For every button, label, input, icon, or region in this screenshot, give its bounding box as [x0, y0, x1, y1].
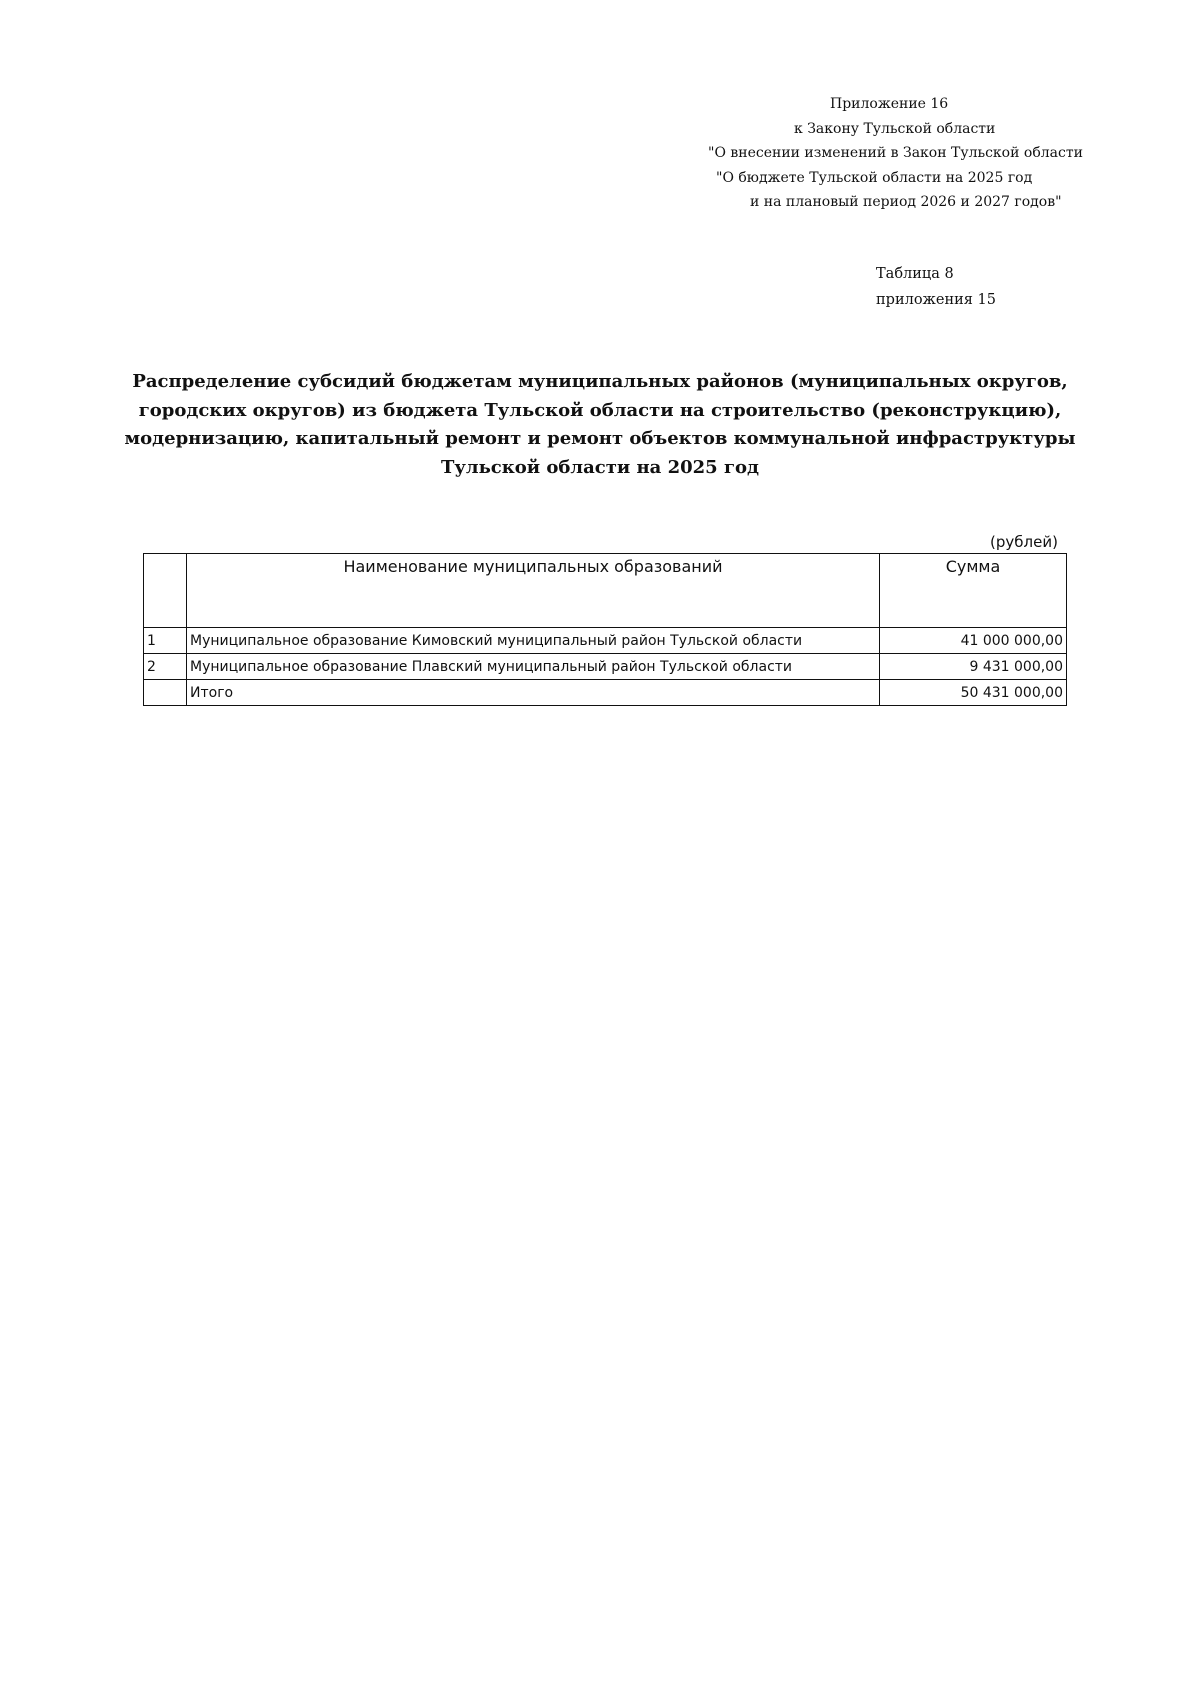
- table-appendix-number: приложения 15: [876, 291, 997, 308]
- title-line: Распределение субсидий бюджетам муниципальных районов (муниципальных округов,: [132, 371, 1068, 392]
- appendix-line: Приложение 16: [830, 96, 949, 112]
- row-sum: 9 431 000,00: [880, 654, 1067, 680]
- row-num: 2: [144, 654, 187, 680]
- header-sum: Сумма: [880, 554, 1067, 628]
- appendix-line: "О внесении изменений в Закон Тульской области: [708, 145, 1083, 161]
- total-row: [144, 680, 1067, 706]
- total-sum: 50 431 000,00: [880, 680, 1067, 706]
- title-line: Тульской области на 2025 год: [440, 456, 759, 478]
- table-reference: [876, 262, 1076, 313]
- row-name: Муниципальное образование Кимовский муниципальный район Тульской области: [187, 628, 880, 654]
- header-name: Наименование муниципальных образований: [187, 554, 880, 628]
- appendix-line: и на плановый период 2026 и 2027 годов": [750, 194, 1062, 210]
- total-label: Итого: [187, 680, 880, 706]
- title-line: городских округов) из бюджета Тульской области на строительство (реконструкцию),: [138, 399, 1062, 421]
- document-title: [120, 368, 1080, 482]
- table-header-row: [144, 554, 1067, 628]
- table-row: [144, 654, 1067, 680]
- header-num: [144, 554, 187, 628]
- appendix-line: к Закону Тульской области: [794, 120, 996, 137]
- table-number: Таблица 8: [876, 266, 954, 282]
- title-line: модернизацию, капитальный ремонт и ремонт объектов коммунальной инфраструктуры: [124, 428, 1076, 449]
- row-name: Муниципальное образование Плавский муниципальный район Тульской области: [187, 654, 880, 680]
- table-row: [144, 628, 1067, 654]
- units-label: (рублей): [990, 533, 1058, 551]
- appendix-reference: [690, 92, 1110, 215]
- appendix-line: "О бюджете Тульской области на 2025 год: [716, 169, 1033, 186]
- row-num: 1: [144, 628, 187, 654]
- total-num: [144, 680, 187, 706]
- distribution-table: [143, 553, 1067, 706]
- row-sum: 41 000 000,00: [880, 628, 1067, 654]
